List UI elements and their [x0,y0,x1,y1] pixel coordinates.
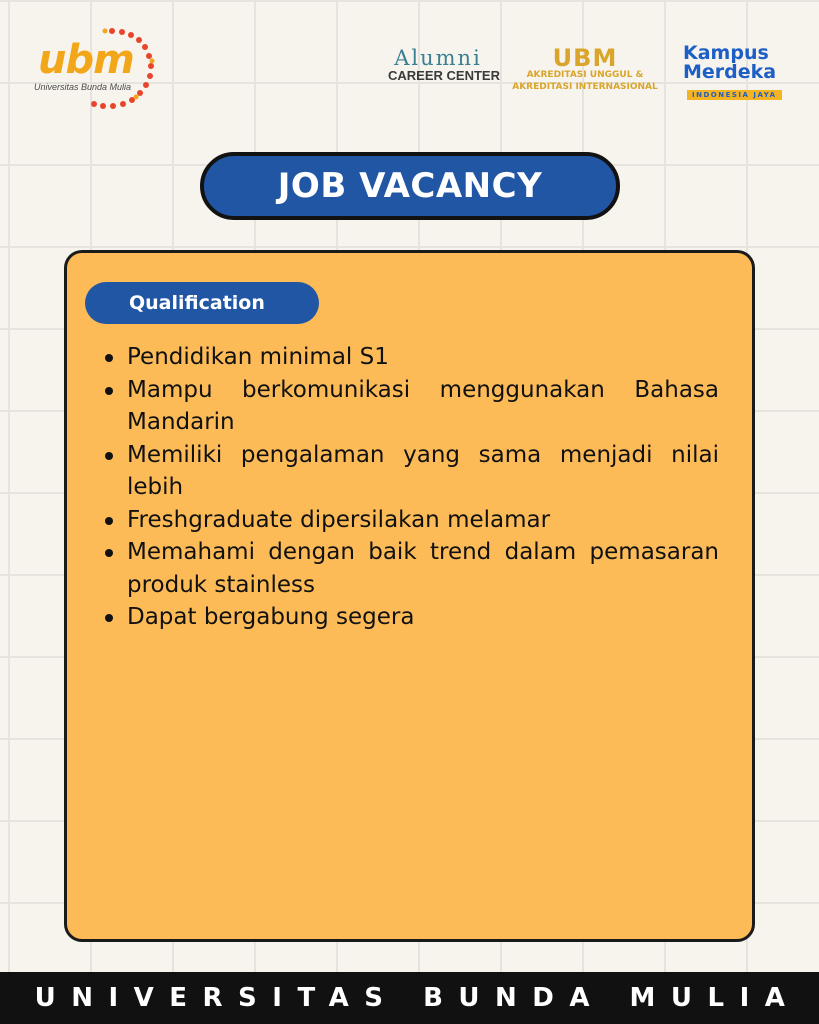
alumni-career-center-logo [388,46,500,83]
accreditation-logo-line1: AKREDITASI UNGGUL & [526,70,644,80]
qualification-heading: Qualification [129,292,265,314]
ubm-logo [32,26,162,116]
kampus-logo-line1: Kampus [683,42,769,64]
list-item: Mampu berkomunikasi menggunakan Bahasa Mandarin [127,374,719,439]
footer-bar [0,972,819,1024]
accreditation-logo-title: UBM [552,44,618,72]
accreditation-logo [505,46,665,93]
kampus-merdeka-logo [683,44,793,101]
kampus-logo-line2: Merdeka [683,61,777,83]
kampus-logo-band: INDONESIA JAYA [687,90,782,100]
qualification-heading-pill [85,282,319,324]
list-item: Memiliki pengalaman yang sama menjadi nilai lebih [127,439,719,504]
ubm-wordmark [38,37,134,83]
qualification-card [64,250,755,942]
title-banner [200,152,620,220]
list-item: Memahami dengan baik trend dalam pemasaran produk stainless [127,536,719,601]
list-item: Freshgraduate dipersilakan melamar [127,504,719,537]
accreditation-logo-line2: AKREDITASI INTERNASIONAL [512,81,658,92]
list-item: Dapat bergabung segera [127,601,719,634]
page-title: JOB VACANCY [277,166,543,206]
list-item: Pendidikan minimal S1 [127,341,719,374]
ubm-subtitle: Universitas Bunda Mulia [34,82,132,92]
alumni-logo-bottom: CAREER CENTER [388,68,500,83]
qualification-list [127,341,719,634]
footer-text: UNIVERSITAS BUNDA MULIA [34,983,801,1013]
alumni-logo-top: Alumni [394,46,482,70]
ubm-wordmark-text: ubm [38,37,134,83]
